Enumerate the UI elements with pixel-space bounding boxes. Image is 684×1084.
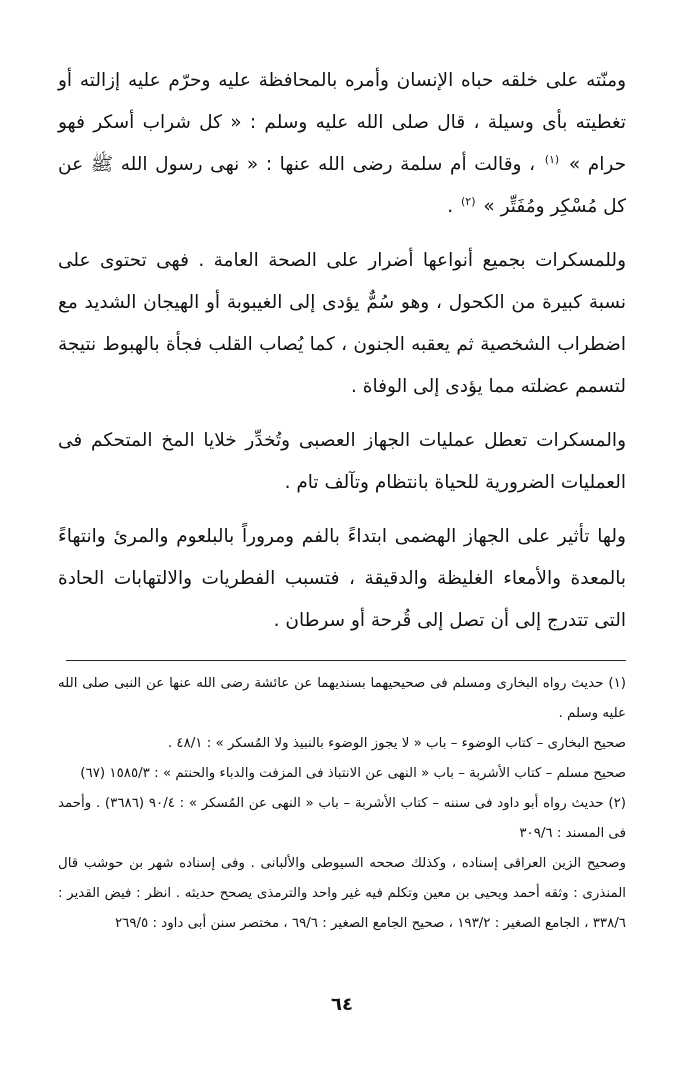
footnote-divider xyxy=(66,660,626,661)
footnote-2: (٢) حديث رواه أبو داود فى سننه – كتاب الأشربة – باب « النهى عن المُسكر » : ٩٠/٤ (٣٦٨٦) . وأحمد فى المسند : ٣٠٩/٦ xyxy=(58,796,627,841)
paragraph-3: والمسكرات تعطل عمليات الجهاز العصبى وتُخدِّر خلايا المخ المتحكم فى العمليات الضرورية للحياة بانتظام وتآلف تام . xyxy=(58,430,626,493)
footnote-1-bukhari: صحيح البخارى – كتاب الوضوء – باب « لا يجوز الوضوء بالنبيذ ولا المُسكر » : ٤٨/١ . xyxy=(167,736,626,751)
footnotes xyxy=(58,669,626,939)
paragraph-1-continuation: ، وقالت أم سلمة رضى الله عنها : « نهى رسول الله ﷺ عن كل مُسْكِر ومُفَتِّر » xyxy=(58,154,626,217)
paragraph-1-text: ومنّته على خلقه حباه الإنسان وأمره بالمحافظة عليه وحرّم عليه إزالته أو تغطيته بأى وسيلة ، قال صلى الله عليه وسلم : « كل شراب أسكر فهو حرام » xyxy=(58,70,626,175)
paragraph-2: وللمسكرات بجميع أنواعها أضرار على الصحة العامة . فهى تحتوى على نسبة كبيرة من الكحول ، وهو سُمٌّ يؤدى إلى الغيبوبة أو الهيجان الشديد مع اضطراب الشخصية ثم يعقبه الجنون ، كما يُصاب القلب فجأة بالهبوط نتيجة لتسمم عضلته مما يؤدى إلى الوفاة . xyxy=(58,250,626,397)
footnote-1-muslim: صحيح مسلم – كتاب الأشربة – باب « النهى عن الانتباذ فى المزفت والدباء والحنتم » : ١٥٨٥/٣ (٦٧) xyxy=(80,766,626,781)
paragraph-1-end: . xyxy=(447,196,454,217)
page-content xyxy=(58,60,626,939)
page-number: ٦٤ xyxy=(331,994,353,1015)
paragraph-1 xyxy=(58,60,626,228)
footnote-ref-1: (١) xyxy=(544,152,560,166)
paragraph-4: ولها تأثير على الجهاز الهضمى ابتداءً بالفم ومروراً بالبلعوم والمرئ وانتهاءً بالمعدة والأمعاء الغليظة والدقيقة ، فتسبب الفطريات والالتهابات الحادة التى تتدرج إلى أن تصل إلى قُرحة أو سرطان . xyxy=(58,526,626,631)
footnote-ref-2: (٢) xyxy=(460,194,476,208)
footnote-2-grading: وصحيح الزين العراقى إسناده ، وكذلك صححه السيوطى والألبانى . وفى إسناده شهر بن حوشب قال المنذرى : وثقه أحمد ويحيى بن معين وتكلم فيه غير واحد والترمذى يصحح حديثه . انظر : فيض القدير : ٣٣٨/٦ ، الجامع الصغير : ١٩٣/٢ ، صحيح الجامع الصغير : ٦٩/٦ ، مختصر سنن أبى داود : ٢٦٩/٥ xyxy=(58,856,626,931)
footnote-1: (١) حديث رواه البخارى ومسلم فى صحيحيهما بسنديهما عن عائشة رضى الله عنها عن النبى صلى الله عليه وسلم . xyxy=(58,676,626,721)
